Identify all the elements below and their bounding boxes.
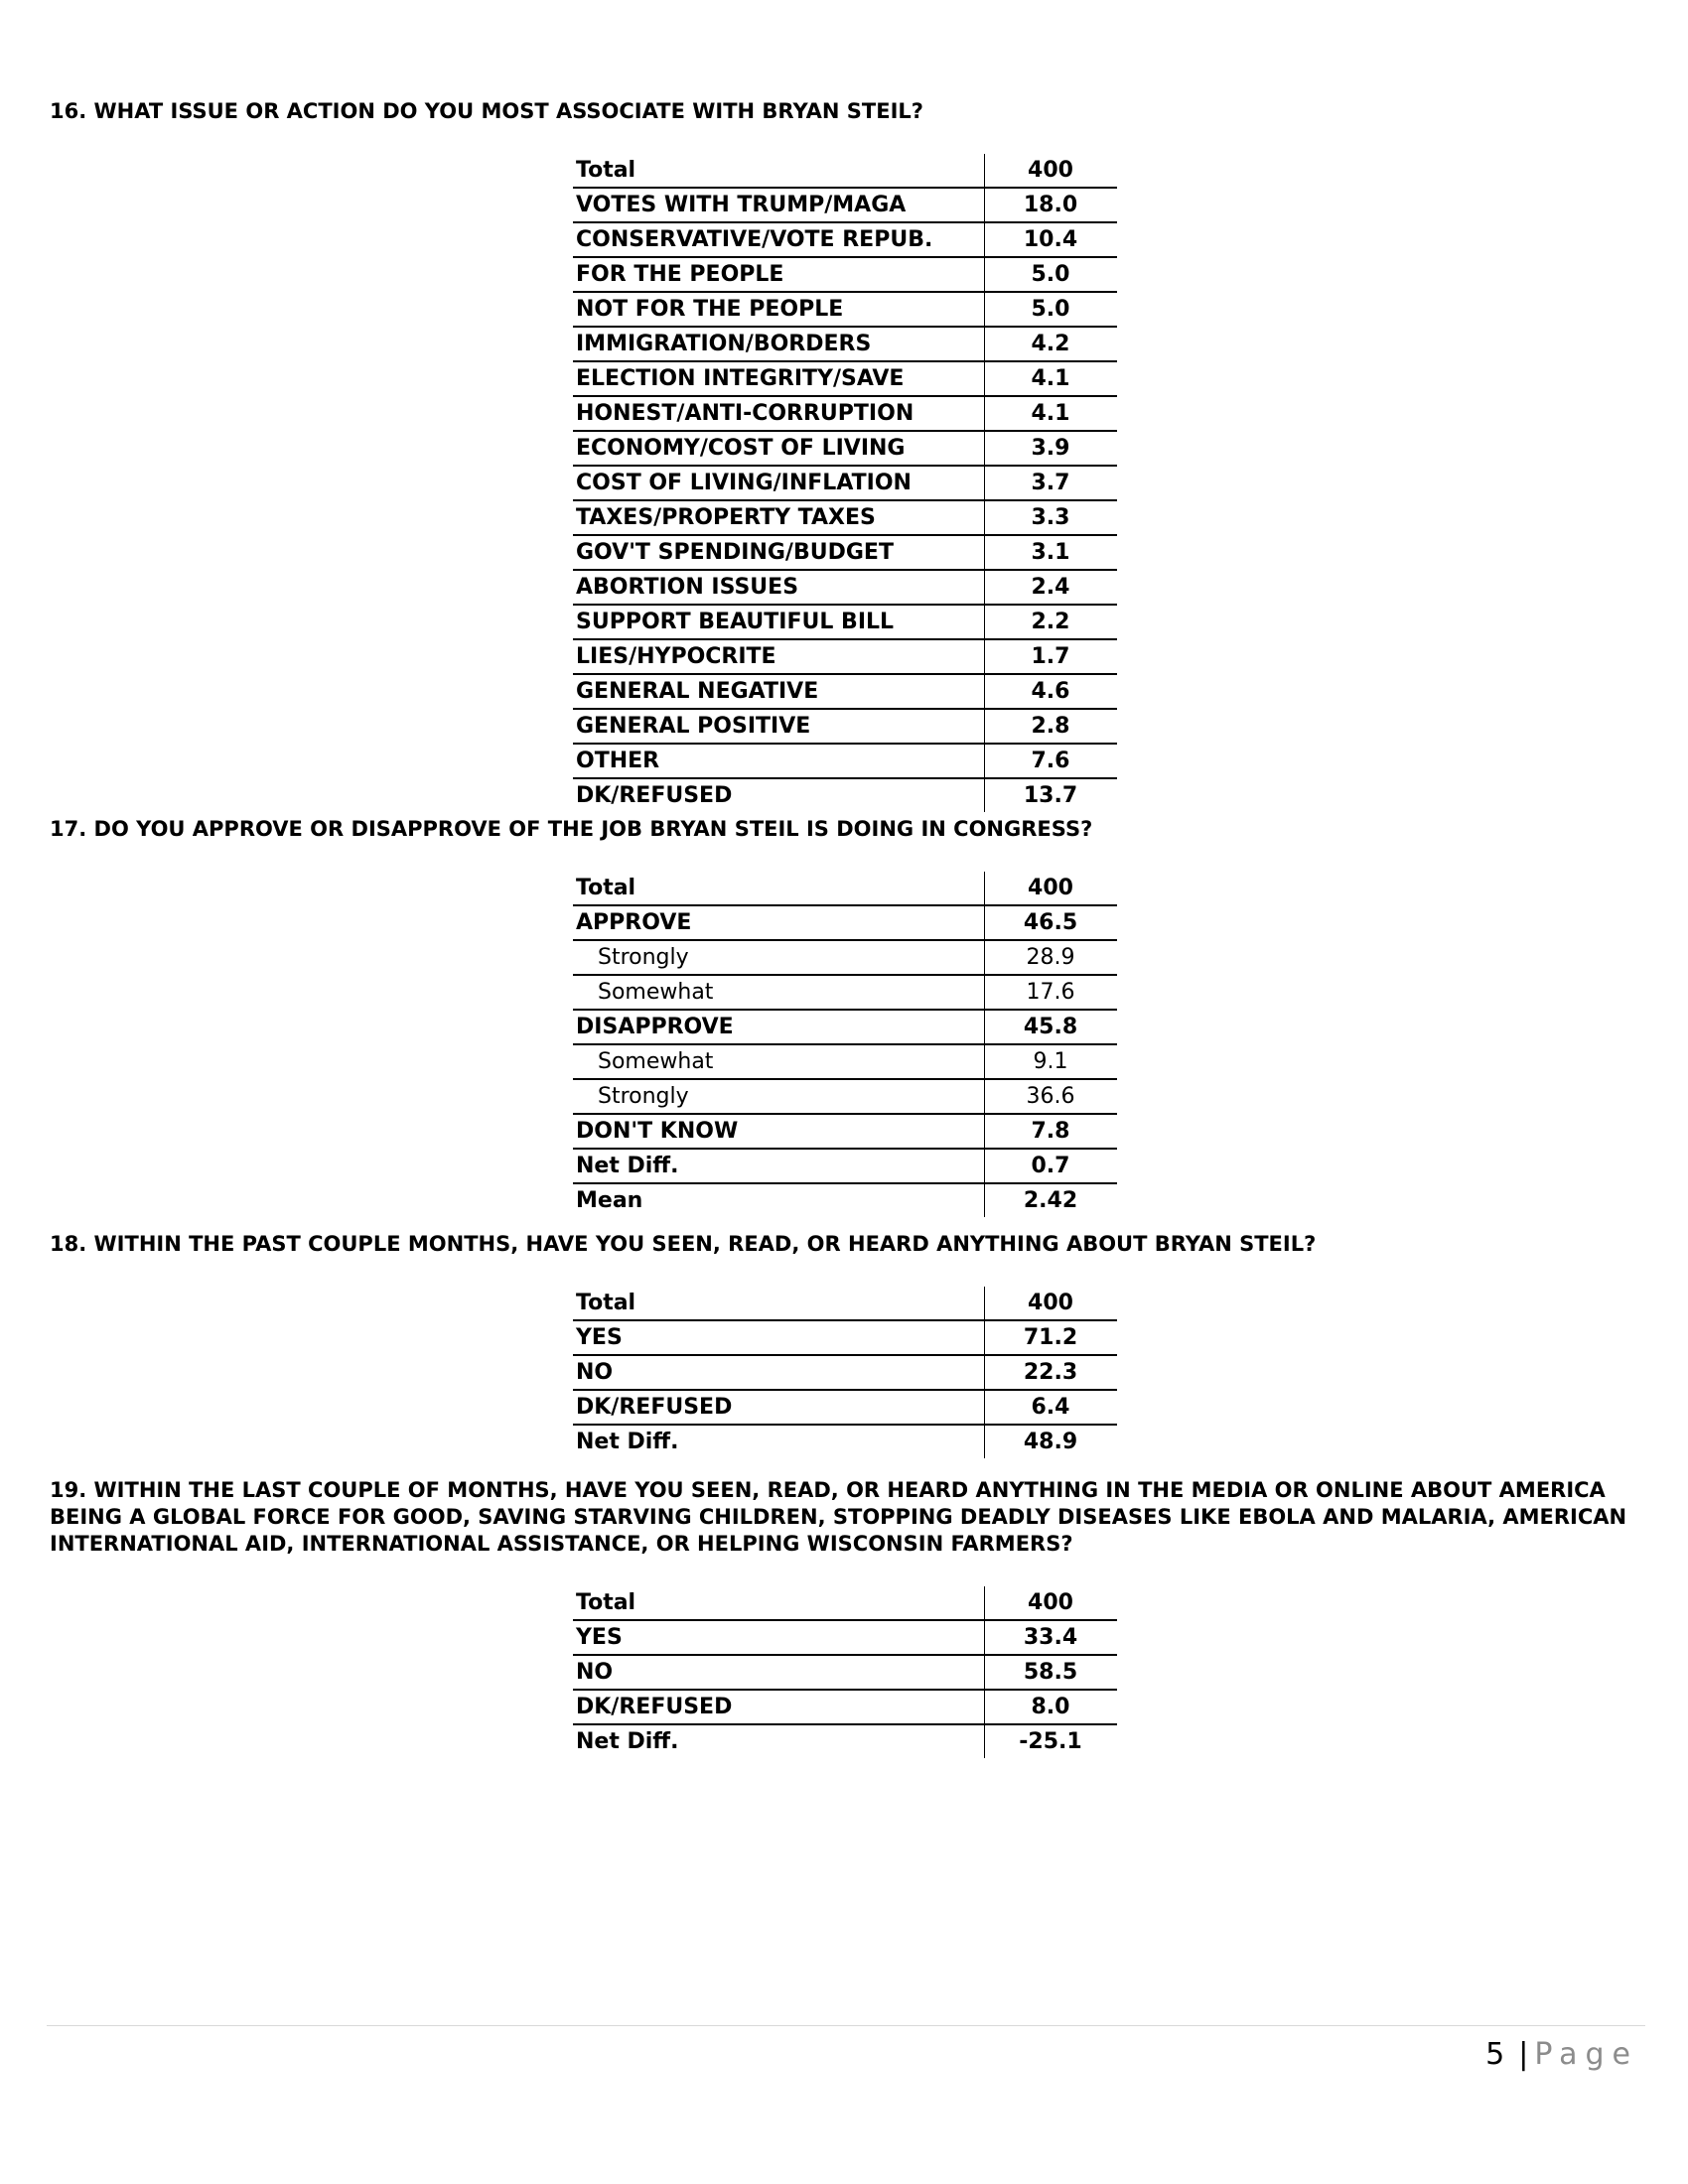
row-label: SUPPORT BEAUTIFUL BILL <box>573 605 984 639</box>
table-row <box>573 327 1117 361</box>
table-row <box>573 674 1117 709</box>
table-row <box>573 1425 1117 1458</box>
row-value: 4.2 <box>984 327 1117 361</box>
table-row <box>573 431 1117 466</box>
row-value: -25.1 <box>984 1724 1117 1758</box>
table-row <box>573 744 1117 778</box>
row-value: 3.1 <box>984 535 1117 570</box>
row-label: DK/REFUSED <box>573 1690 984 1724</box>
row-label: NOT FOR THE PEOPLE <box>573 292 984 327</box>
table-row <box>573 639 1117 674</box>
footer-divider <box>47 2025 1645 2026</box>
table-row <box>573 709 1117 744</box>
table-row <box>573 570 1117 605</box>
row-label: ABORTION ISSUES <box>573 570 984 605</box>
row-value: 3.9 <box>984 431 1117 466</box>
row-label: Net Diff. <box>576 1430 679 1454</box>
row-label: ELECTION INTEGRITY/SAVE <box>573 361 984 396</box>
row-label: HONEST/ANTI-CORRUPTION <box>573 396 984 431</box>
table-row <box>573 396 1117 431</box>
table-row <box>573 535 1117 570</box>
row-label: CONSERVATIVE/VOTE REPUB. <box>573 222 984 257</box>
table-row <box>573 1690 1117 1724</box>
row-label: DISAPPROVE <box>573 1010 984 1044</box>
table-row <box>573 1620 1117 1655</box>
row-label: DK/REFUSED <box>576 783 733 808</box>
row-value: 4.1 <box>984 396 1117 431</box>
row-label: YES <box>573 1620 984 1655</box>
row-value: 18.0 <box>984 188 1117 222</box>
row-label: DK/REFUSED <box>573 1390 984 1425</box>
row-value: 4.1 <box>984 361 1117 396</box>
row-label: Somewhat <box>573 1044 984 1079</box>
row-value: 13.7 <box>984 778 1117 812</box>
table-row <box>573 1355 1117 1390</box>
results-table <box>573 872 1117 1217</box>
row-label: NO <box>573 1355 984 1390</box>
row-value: 3.3 <box>984 500 1117 535</box>
row-value: 2.42 <box>984 1183 1117 1217</box>
row-label: TAXES/PROPERTY TAXES <box>573 500 984 535</box>
row-label: GOV'T SPENDING/BUDGET <box>573 535 984 570</box>
question-title: 18. WITHIN THE PAST COUPLE MONTHS, HAVE YOU SEEN, READ, OR HEARD ANYTHING ABOUT BRYAN STEIL? <box>50 1232 1317 1256</box>
row-label: GENERAL POSITIVE <box>573 709 984 744</box>
row-label: DON'T KNOW <box>573 1114 984 1149</box>
row-value: 3.7 <box>984 466 1117 500</box>
row-value: 71.2 <box>984 1320 1117 1355</box>
row-value: 9.1 <box>984 1044 1117 1079</box>
row-label: OTHER <box>573 744 984 778</box>
table-row <box>573 154 1117 188</box>
row-value: 36.6 <box>984 1079 1117 1114</box>
table-row <box>573 605 1117 639</box>
row-value: 400 <box>984 1287 1117 1320</box>
table-row <box>573 1079 1117 1114</box>
row-value: 400 <box>984 1586 1117 1620</box>
row-value: 7.6 <box>984 744 1117 778</box>
row-value: 0.7 <box>984 1149 1117 1183</box>
table-row <box>573 466 1117 500</box>
table-row <box>573 1320 1117 1355</box>
row-label: Total <box>573 872 984 905</box>
row-value: 45.8 <box>984 1010 1117 1044</box>
table-row <box>573 500 1117 535</box>
question-title: 16. WHAT ISSUE OR ACTION DO YOU MOST ASSOCIATE WITH BRYAN STEIL? <box>50 99 923 123</box>
table-row <box>573 940 1117 975</box>
table-row <box>573 1149 1117 1183</box>
question-title: 19. WITHIN THE LAST COUPLE OF MONTHS, HAVE YOU SEEN, READ, OR HEARD ANYTHING IN THE MEDIA OR ONLINE ABOUT AMERICA BEING A GLOBAL FORCE FOR GOOD, SAVING STARVING CHILDREN, STOPPING DEADLY DISEASES LIKE EBOLA AND MALARIA, AMERICAN INTERNATIONAL AID, INTERNATIONAL ASSISTANCE, OR HELPING WISCONSIN FARMERS? <box>50 1478 1627 1556</box>
table-row <box>573 778 1117 812</box>
row-label: IMMIGRATION/BORDERS <box>573 327 984 361</box>
row-value: 4.6 <box>984 674 1117 709</box>
row-value: 2.4 <box>984 570 1117 605</box>
row-value: 6.4 <box>984 1390 1117 1425</box>
table-row <box>573 905 1117 940</box>
table-row <box>573 1655 1117 1690</box>
table-row <box>573 292 1117 327</box>
results-table <box>573 1287 1117 1458</box>
table-row <box>573 1586 1117 1620</box>
results-table <box>573 1586 1117 1758</box>
results-table <box>573 154 1117 812</box>
table-row <box>573 257 1117 292</box>
table-row <box>573 872 1117 905</box>
row-label: Total <box>573 1287 984 1320</box>
row-label: GENERAL NEGATIVE <box>573 674 984 709</box>
table-row <box>573 975 1117 1010</box>
table-row <box>573 222 1117 257</box>
row-value: 22.3 <box>984 1355 1117 1390</box>
table-row <box>573 1183 1117 1217</box>
row-value: 17.6 <box>984 975 1117 1010</box>
row-label: COST OF LIVING/INFLATION <box>573 466 984 500</box>
row-value: 2.2 <box>984 605 1117 639</box>
table-row <box>573 1287 1117 1320</box>
table-row <box>573 1044 1117 1079</box>
row-value: 5.0 <box>984 292 1117 327</box>
row-value: 10.4 <box>984 222 1117 257</box>
row-value: 48.9 <box>984 1425 1117 1458</box>
table-row <box>573 1114 1117 1149</box>
row-label: ECONOMY/COST OF LIVING <box>573 431 984 466</box>
row-label: Net Diff. <box>573 1149 984 1183</box>
question-title: 17. DO YOU APPROVE OR DISAPPROVE OF THE JOB BRYAN STEIL IS DOING IN CONGRESS? <box>50 817 1093 841</box>
row-value: 1.7 <box>984 639 1117 674</box>
row-value: 400 <box>984 154 1117 188</box>
table-row <box>573 1390 1117 1425</box>
row-value: 28.9 <box>984 940 1117 975</box>
row-value: 7.8 <box>984 1114 1117 1149</box>
row-value: 58.5 <box>984 1655 1117 1690</box>
row-label: Strongly <box>573 940 984 975</box>
row-label: FOR THE PEOPLE <box>573 257 984 292</box>
page-separator: | <box>1518 2037 1529 2072</box>
row-label: Strongly <box>573 1079 984 1114</box>
table-row <box>573 188 1117 222</box>
row-label: Somewhat <box>573 975 984 1010</box>
table-row <box>573 1724 1117 1758</box>
row-label: YES <box>573 1320 984 1355</box>
row-value: 5.0 <box>984 257 1117 292</box>
row-value: 46.5 <box>984 905 1117 940</box>
row-label: Total <box>573 1586 984 1620</box>
row-label: Total <box>573 154 984 188</box>
row-value: 2.8 <box>984 709 1117 744</box>
page-label: Page <box>1534 2037 1638 2072</box>
table-row <box>573 361 1117 396</box>
row-label: APPROVE <box>573 905 984 940</box>
row-label: VOTES WITH TRUMP/MAGA <box>573 188 984 222</box>
row-label: Net Diff. <box>576 1729 679 1754</box>
table-row <box>573 1010 1117 1044</box>
row-label: Mean <box>576 1188 643 1213</box>
row-value: 400 <box>984 872 1117 905</box>
row-label: LIES/HYPOCRITE <box>573 639 984 674</box>
row-value: 33.4 <box>984 1620 1117 1655</box>
row-label: NO <box>573 1655 984 1690</box>
page-number: 5 <box>1485 2037 1505 2072</box>
page-footer <box>1485 2035 1638 2075</box>
row-value: 8.0 <box>984 1690 1117 1724</box>
